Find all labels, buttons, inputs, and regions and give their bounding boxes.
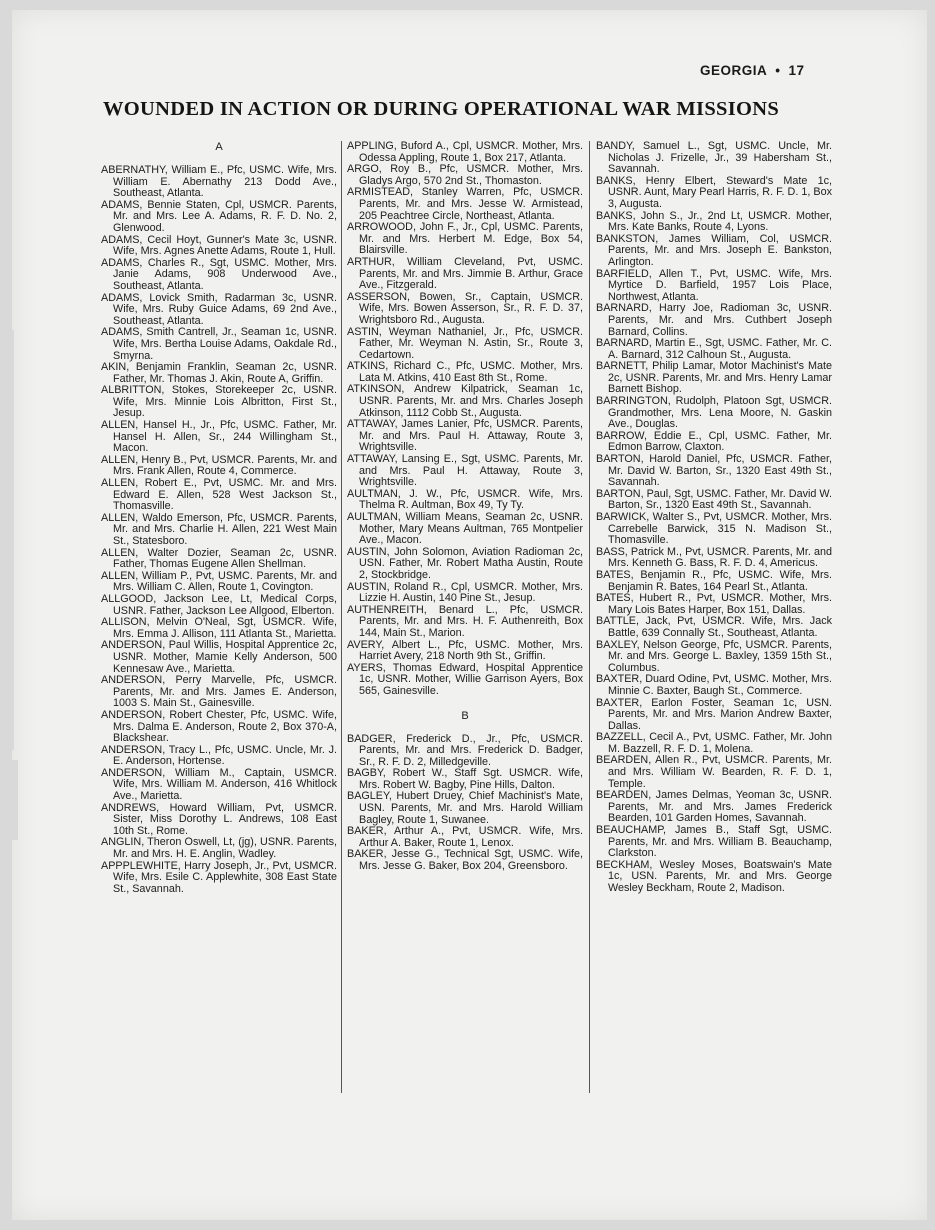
casualty-entry: ATKINSON, Andrew Kilpatrick, Seaman 1c, USNR. Parents, Mr. and Mrs. Charles Joseph Atkinson, 1112 Cobb St., Augusta. (347, 383, 583, 419)
casualty-entry: BAZZELL, Cecil A., Pvt, USMC. Father, Mr. John M. Bazzell, R. F. D. 1, Molena. (596, 731, 832, 755)
casualty-entry: ALLGOOD, Jackson Lee, Lt, Medical Corps, USNR. Father, Jackson Lee Allgood, Elberton. (101, 592, 337, 617)
casualty-entry: ARROWOOD, John F., Jr., Cpl, USMC. Parents, Mr. and Mrs. Herbert M. Edge, Box 54, Blairsville. (347, 221, 583, 257)
casualty-entry: BEAUCHAMP, James B., Staff Sgt, USMC. Parents, Mr. and Mrs. William B. Beauchamp, Clarkston. (596, 824, 832, 860)
running-head (700, 63, 805, 78)
casualty-entry: BAGBY, Robert W., Staff Sgt. USMCR. Wife, Mrs. Robert W. Bagby, Pine Hills, Dalton. (347, 767, 583, 791)
casualty-entry: BAXTER, Earlon Foster, Seaman 1c, USN. Parents, Mr. and Mrs. Marion Andrew Baxter, Dallas. (596, 696, 832, 732)
casualty-entry: BATES, Hubert R., Pvt, USMCR. Mother, Mrs. Mary Lois Bates Harper, Box 151, Dallas. (596, 592, 832, 616)
casualty-entry: BEARDEN, James Delmas, Yeoman 3c, USNR. Parents, Mr. and Mrs. James Frederick Bearden, 101 Garden Homes, Savannah. (596, 789, 832, 825)
casualty-entry: ALLEN, Hansel H., Jr., Pfc, USMC. Father, Mr. Hansel H. Allen, Sr., 244 Willingham St., Macon. (101, 419, 337, 455)
casualty-entry: BARNARD, Martin E., Sgt, USMC. Father, Mr. C. A. Barnard, 312 Calhoun St., Augusta. (596, 337, 832, 361)
casualty-entry: BASS, Patrick M., Pvt, USMCR. Parents, Mr. and Mrs. Kenneth G. Bass, R. F. D. 4, Americus. (596, 545, 832, 570)
casualty-entry: ANDREWS, Howard William, Pvt, USMCR. Sister, Miss Dorothy L. Andrews, 108 East 10th St., Rome. (101, 801, 337, 837)
casualty-entry: BADGER, Frederick D., Jr., Pfc, USMCR. Parents, Mr. and Mrs. Frederick D. Badger, Sr., R. F. D. 2, Milledgeville. (347, 732, 583, 768)
casualty-entry: ARGO, Roy B., Pfc, USMCR. Mother, Mrs. Gladys Argo, 570 2nd St., Thomaston. (347, 163, 583, 187)
casualty-entry: AUSTIN, John Solomon, Aviation Radioman 2c, USN. Father, Mr. Robert Matha Austin, Route 2, Stockbridge. (347, 545, 583, 581)
casualty-entry: ASSERSON, Bowen, Sr., Captain, USMCR. Wife, Mrs. Bowen Asserson, Sr., R. F. D. 37, Wrightsboro Rd., Augusta. (347, 290, 583, 326)
casualty-entry: AULTMAN, J. W., Pfc, USMCR. Wife, Mrs. Thelma R. Aultman, Box 49, Ty Ty. (347, 487, 583, 512)
casualty-entry: ATKINS, Richard C., Pfc, USMC. Mother, Mrs. Lata M. Atkins, 410 East 8th St., Rome. (347, 360, 583, 384)
casualty-entry: BARTON, Paul, Sgt, USMC. Father, Mr. David W. Barton, Sr., 1320 East 49th St., Savannah. (596, 487, 833, 512)
casualty-entry: ALLEN, Walter Dozier, Seaman 2c, USNR. Father, Thomas Eugene Allen Shellman. (101, 546, 337, 571)
casualty-entry: BEARDEN, Allen R., Pvt, USMCR. Parents, Mr. and Mrs. William W. Bearden, R. F. D. 1, Temple. (596, 754, 832, 790)
section-letter: A (215, 141, 223, 153)
column-3 (596, 141, 832, 895)
casualty-entry: BATTLE, Jack, Pvt, USMCR. Wife, Mrs. Jack Battle, 639 Connally St., Southeast, Atlanta. (596, 615, 832, 639)
casualty-entry: BARNARD, Harry Joe, Radioman 3c, USNR. Parents, Mr. and Mrs. Cuthbert Joseph Barnard, Collins. (596, 302, 832, 338)
casualty-entry: BARFIELD, Allen T., Pvt, USMC. Wife, Mrs. Myrtice D. Barfield, 1957 Lois Place, Northwest, Atlanta. (596, 267, 832, 303)
casualty-entry: ALLEN, William P., Pvt, USMC. Parents, Mr. and Mrs. William C. Allen, Route 1, Covington. (101, 569, 337, 594)
casualty-entry: APPPLEWHITE, Harry Joseph, Jr., Pvt, USMCR. Wife, Mrs. Esile C. Applewhite, 308 East State St., Savannah. (101, 859, 337, 895)
casualty-entry: ANDERSON, William M., Captain, USMCR. Wife, Mrs. William M. Anderson, 416 Whitlock Ave., Marietta. (101, 766, 337, 803)
casualty-entry: ATTAWAY, James Lanier, Pfc, USMCR. Parents, Mr. and Mrs. Paul H. Attaway, Route 3, Wrightsville. (347, 418, 583, 454)
casualty-entry: BAXLEY, Nelson George, Pfc, USMCR. Parents, Mr. and Mrs. George L. Baxley, 1359 15th St., Columbus. (596, 638, 832, 674)
casualty-entry: ARMISTEAD, Stanley Warren, Pfc, USMCR. Parents, Mr. and Mrs. Jesse W. Armistead, 205 Peachtree Circle, Northeast, Atlanta. (347, 186, 583, 222)
casualty-entry: BARROW, Eddie E., Cpl, USMC. Father, Mr. Edmon Barrow, Claxton. (596, 429, 832, 454)
casualty-entry: BAKER, Arthur A., Pvt, USMCR. Wife, Mrs. Arthur A. Baker, Route 1, Lenox. (347, 825, 583, 849)
casualty-entry: BAGLEY, Hubert Druey, Chief Machinist's Mate, USN. Parents, Mr. and Mrs. Harold William Bagley, Route 1, Suwanee. (347, 790, 583, 826)
column-rule (341, 141, 342, 1093)
casualty-entry: ARTHUR, William Cleveland, Pvt, USMC. Parents, Mr. and Mrs. Jimmie B. Arthur, Grace Ave., Fitzgerald. (347, 255, 583, 292)
torn-edge (0, 330, 14, 750)
page-title: WOUNDED IN ACTION OR DURING OPERATIONAL WAR MISSIONS (103, 98, 780, 120)
casualty-entry: BANKSTON, James William, Col, USMCR. Parents, Mr. and Mrs. Joseph E. Bankston, Arlington. (596, 232, 832, 268)
casualty-entry: ALLISON, Melvin O'Neal, Sgt, USMCR. Wife, Mrs. Emma J. Allison, 111 Atlanta St., Marietta. (101, 616, 337, 640)
casualty-entry: AULTMAN, William Means, Seaman 2c, USNR. Mother, Mary Means Aultman, 765 Montpelier Ave., Macon. (347, 511, 583, 547)
casualty-entry: AUTHENREITH, Benard L., Pfc, USMCR. Parents, Mr. and Mrs. H. F. Authenreith, Box 144, Main St., Marion. (347, 603, 583, 639)
casualty-entry: ADAMS, Smith Cantrell, Jr., Seaman 1c, USNR. Wife, Mrs. Bertha Louise Adams, Oakdale Rd., Smyrna. (101, 326, 337, 362)
casualty-entry: BANDY, Samuel L., Sgt, USMC. Uncle, Mr. Nicholas J. Frizelle, Jr., 39 Habersham St., Savannah. (596, 140, 832, 176)
casualty-entry: BATES, Benjamin R., Pfc, USMC. Wife, Mrs. Benjamin R. Bates, 164 Pearl St., Atlanta. (596, 568, 832, 593)
column-1 (101, 141, 337, 895)
casualty-entry: AVERY, Albert L., Pfc, USMC. Mother, Mrs. Harriet Avery, 218 North 9th St., Griffin. (347, 638, 583, 663)
casualty-entry: BAKER, Jesse G., Technical Sgt, USMC. Wife, Mrs. Jesse G. Baker, Box 204, Greensboro. (347, 848, 583, 873)
page-number: 17 (788, 63, 805, 78)
casualty-entry: ADAMS, Charles R., Sgt, USMC. Mother, Mrs. Janie Adams, 908 Underwood Ave., Southeast, Atlanta. (101, 256, 337, 292)
casualty-entry: AUSTIN, Roland R., Cpl, USMCR. Mother, Mrs. Lizzie H. Austin, 140 Pine St., Jesup. (347, 580, 583, 605)
casualty-entry: ABERNATHY, William E., Pfc, USMC. Wife, Mrs. William E. Abernathy 213 Dodd Ave., Southeast, Atlanta. (101, 164, 337, 200)
casualty-entry: ANGLIN, Theron Oswell, Lt, (jg), USNR. Parents, Mr. and Mrs. H. E. Anglin, Wadley. (101, 836, 337, 861)
casualty-entry: BANKS, John S., Jr., 2nd Lt, USMCR. Mother, Mrs. Kate Banks, Route 4, Lyons. (596, 209, 832, 234)
casualty-entry: ALBRITTON, Stokes, Storekeeper 2c, USNR. Wife, Mrs. Minnie Lois Albritton, First St., Jesup. (101, 384, 337, 420)
state-name: GEORGIA (700, 63, 768, 78)
casualty-entry: ADAMS, Cecil Hoyt, Gunner's Mate 3c, USNR. Wife, Mrs. Agnes Anette Adams, Route 1, Hull. (101, 233, 337, 258)
column-2 (347, 141, 583, 873)
column-rule (589, 141, 590, 1093)
casualty-entry: BECKHAM, Wesley Moses, Boatswain's Mate 1c, USN. Parents, Mr. and Mrs. George Wesley Beckham, Route 2, Madison. (596, 858, 832, 894)
casualty-entry: ADAMS, Lovick Smith, Radarman 3c, USNR. Wife, Mrs. Ruby Guice Adams, 69 2nd Ave., Southeast, Atlanta. (101, 291, 337, 327)
casualty-entry: ALLEN, Henry B., Pvt, USMCR. Parents, Mr. and Mrs. Frank Allen, Route 4, Commerce. (101, 453, 337, 478)
casualty-entry: BANKS, Henry Elbert, Steward's Mate 1c, USNR. Aunt, Mary Pearl Harris, R. F. D. 1, Box 3, Augusta. (596, 174, 832, 210)
casualty-entry: ALLEN, Waldo Emerson, Pfc, USMCR. Parents, Mr. and Mrs. Charlie H. Allen, 221 West Main St., Statesboro. (101, 511, 337, 547)
casualty-entry: ATTAWAY, Lansing E., Sgt, USMC. Parents, Mr. and Mrs. Paul H. Attaway, Route 3, Wrightsville. (347, 453, 583, 489)
casualty-entry: ALLEN, Robert E., Pvt, USMC. Mr. and Mrs. Edward E. Allen, 528 West Jackson St., Thomasville. (101, 477, 337, 513)
casualty-entry: AKIN, Benjamin Franklin, Seaman 2c, USNR. Father, Mr. Thomas J. Akin, Route A, Griffin. (101, 361, 337, 385)
casualty-entry: ASTIN, Weyman Nathaniel, Jr., Pfc, USMCR. Father, Mr. Weyman N. Astin, Sr., Route 3, Cedartown. (347, 325, 583, 361)
casualty-entry: ADAMS, Bennie Staten, Cpl, USMCR. Parents, Mr. and Mrs. Lee A. Adams, R. F. D. No. 2, Glenwood. (101, 198, 337, 234)
torn-edge (0, 760, 18, 840)
casualty-entry: APPLING, Buford A., Cpl, USMCR. Mother, Mrs. Odessa Appling, Route 1, Box 217, Atlanta. (347, 140, 583, 164)
casualty-entry: BARNETT, Philip Lamar, Motor Machinist's Mate 2c, USNR. Parents, Mr. and Mrs. Henry Lamar Barnett Bishop. (596, 360, 832, 396)
casualty-entry: ANDERSON, Tracy L., Pfc, USMC. Uncle, Mr. J. E. Anderson, Hortense. (101, 743, 337, 768)
separator: • (775, 63, 781, 78)
casualty-entry: ANDERSON, Perry Marvelle, Pfc, USMCR. Parents, Mr. and Mrs. James E. Anderson, 1003 S. Main St., Gainesville. (101, 674, 337, 710)
casualty-entry: AYERS, Thomas Edward, Hospital Apprentice 1c, USNR. Mother, Willie Garrison Ayers, Box 565, Gainesville. (347, 661, 583, 697)
section-letter: B (461, 709, 469, 722)
casualty-entry: BAXTER, Duard Odine, Pvt, USMC. Mother, Mrs. Minnie C. Baxter, Baugh St., Commerce. (596, 673, 832, 697)
casualty-entry: BARWICK, Walter S., Pvt, USMCR. Mother, Mrs. Carrebelle Barwick, 315 N. Madison St., Thomasville. (596, 511, 832, 547)
casualty-entry: ANDERSON, Paul Willis, Hospital Apprentice 2c, USNR. Mother, Mamie Kelly Anderson, 500 Kennesaw Ave., Marietta. (101, 639, 337, 675)
casualty-entry: ANDERSON, Robert Chester, Pfc, USMC. Wife, Mrs. Dalma E. Anderson, Route 2, Box 370-A, Blackshear. (101, 708, 337, 745)
casualty-entry: BARTON, Harold Daniel, Pfc, USMCR. Father, Mr. David W. Barton, Sr., 1320 East 49th St., Savannah. (596, 453, 832, 489)
casualty-entry: BARRINGTON, Rudolph, Platoon Sgt, USMCR. Grandmother, Mrs. Lena Moore, N. Gaskin Ave., Douglas. (596, 395, 832, 431)
